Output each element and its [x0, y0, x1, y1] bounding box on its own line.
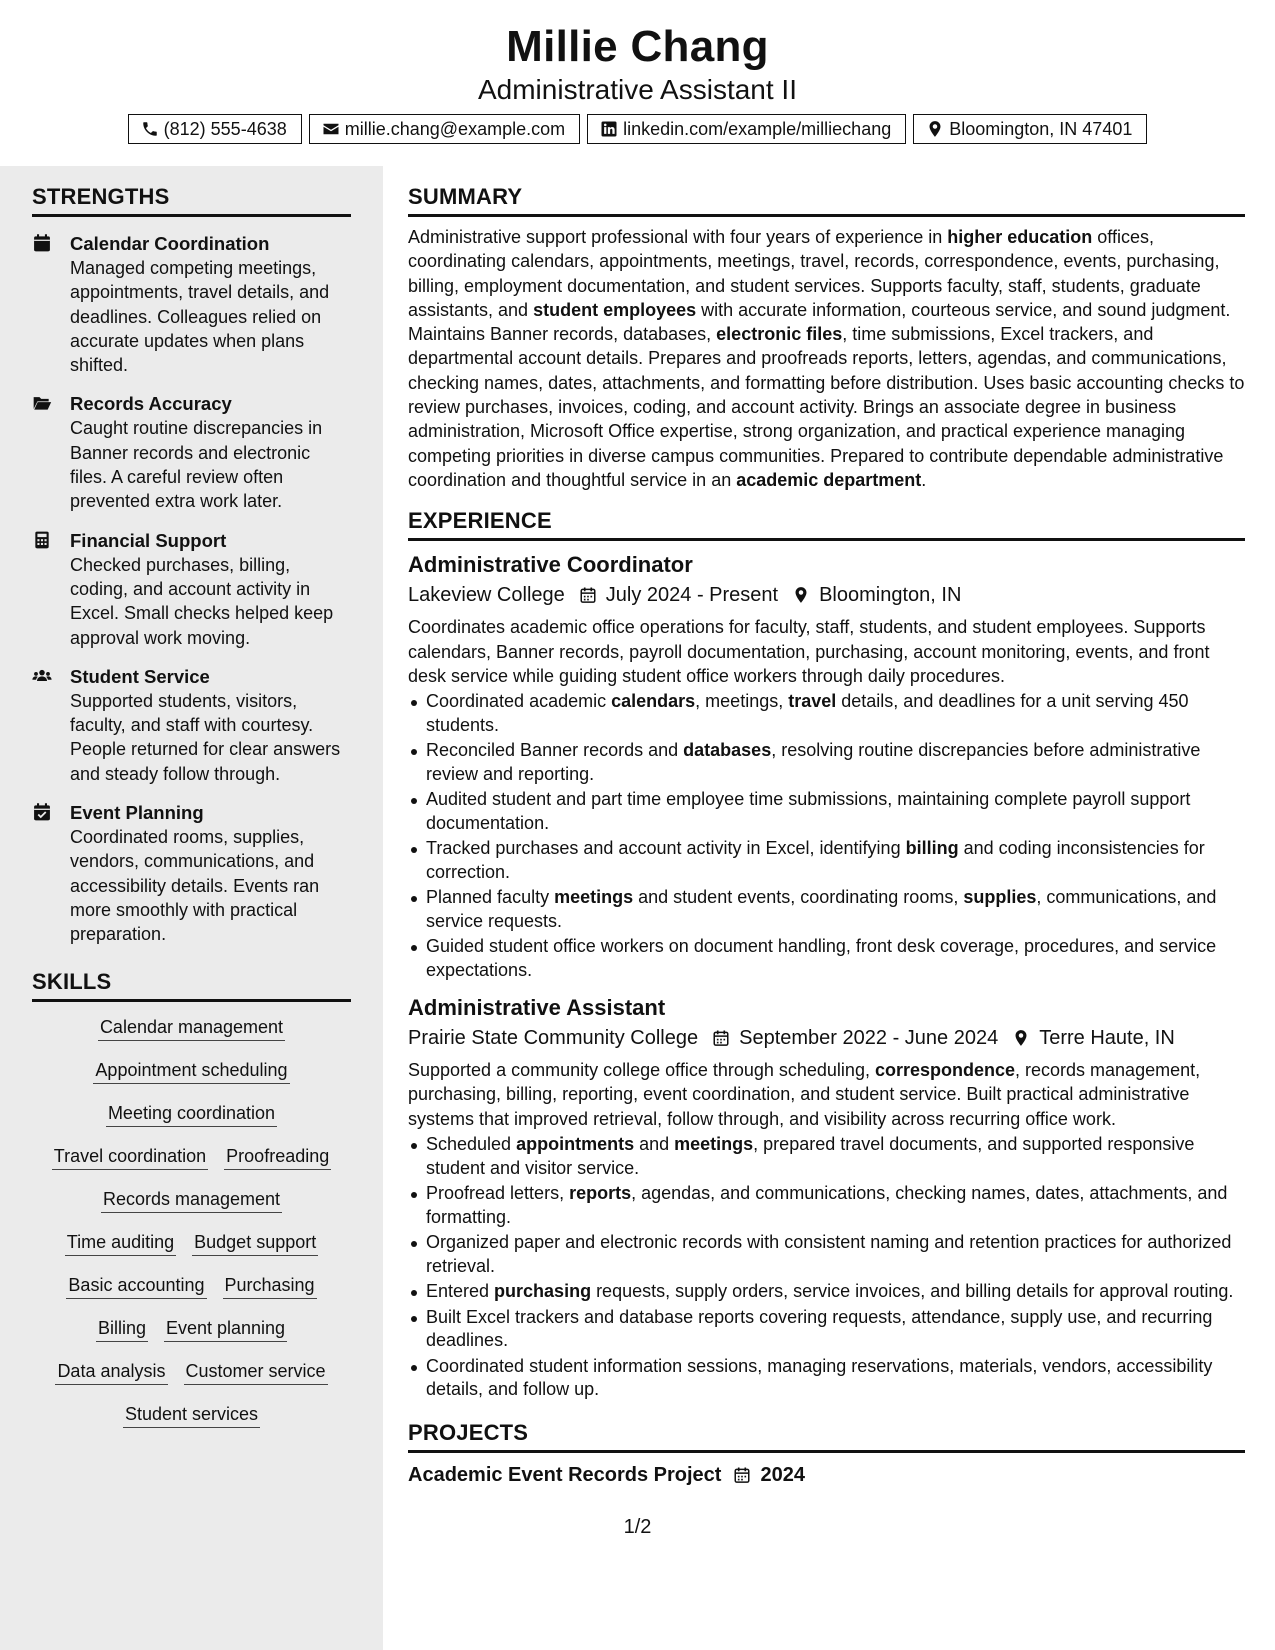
- contact-email[interactable]: [309, 114, 580, 144]
- strength-item: [32, 391, 351, 513]
- skill-tag: Travel coordination: [52, 1145, 208, 1170]
- job-description: [408, 1058, 1245, 1131]
- text-segment: Entered: [426, 1281, 495, 1302]
- calendar-check-icon: [32, 802, 52, 822]
- candidate-name: Millie Chang: [506, 22, 769, 71]
- strength-title: Student Service: [70, 665, 210, 687]
- bullet-item: [408, 1231, 1245, 1278]
- contact-location[interactable]: [913, 114, 1147, 144]
- skill-row: [52, 1145, 332, 1170]
- job-meta: [408, 581, 1245, 609]
- bullet-item: [408, 739, 1245, 786]
- skill-tag: Appointment scheduling: [93, 1059, 289, 1084]
- bullet-item: [408, 1306, 1245, 1353]
- text-segment: Guided student office workers on document handling, front desk coverage, procedures, and service expectations.: [426, 936, 1217, 980]
- skill-row: [123, 1403, 260, 1428]
- text-segment: and coding inconsistencies for correction.: [426, 838, 1205, 882]
- text-segment: , agendas, and communications, checking names, dates, attachments, and formatting.: [426, 1183, 1228, 1227]
- skill-tag: Event planning: [164, 1317, 287, 1342]
- job-bullets: [408, 690, 1245, 982]
- job-entry: [408, 551, 1245, 982]
- skill-row: [65, 1231, 318, 1256]
- linkedin-icon: [600, 120, 618, 138]
- bold-keyword: meetings: [674, 1134, 754, 1155]
- main-content: [383, 166, 1275, 1650]
- skills-heading: SKILLS: [32, 969, 351, 1002]
- folder-open-icon: [32, 393, 52, 413]
- text-segment: Coordinated student information sessions, managing reservations, materials, vendors, accessibility details, and follow up.: [426, 1355, 1213, 1400]
- skill-tag: Proofreading: [224, 1145, 331, 1170]
- calendar-icon: [733, 1466, 751, 1484]
- text-segment: , resolving routine discrepancies before administrative review and reporting.: [426, 740, 1201, 784]
- bold-keyword: electronic files: [716, 324, 843, 345]
- skill-row: [98, 1016, 285, 1041]
- text-segment: requests, supply orders, service invoices, and billing details for approval routing.: [591, 1281, 1234, 1302]
- skill-tag: Records management: [101, 1188, 282, 1213]
- phone-text: (812) 555-4638: [163, 118, 287, 139]
- bold-keyword: billing: [905, 838, 959, 859]
- strength-desc: Supported students, visitors, faculty, and staff with courtesy. People returned for clear answers and steady follow through.: [70, 690, 341, 784]
- calendar-icon: [712, 1029, 730, 1047]
- text-segment: and student events, coordinating rooms,: [633, 887, 964, 908]
- resume-header: [0, 0, 1275, 166]
- map-pin-icon: [1012, 1029, 1030, 1047]
- contact-linkedin[interactable]: [587, 114, 906, 144]
- projects-section: [408, 1420, 1245, 1489]
- bold-keyword: student employees: [533, 299, 697, 320]
- job-meta: [408, 1024, 1245, 1052]
- map-pin-icon: [792, 586, 810, 604]
- job-dates: September 2022 - June 2024: [739, 1027, 999, 1050]
- project-year: 2024: [760, 1463, 805, 1486]
- bold-keyword: correspondence: [874, 1060, 1016, 1081]
- text-segment: Administrative support professional with four years of experience in: [408, 227, 948, 247]
- skill-tag: Calendar management: [98, 1016, 285, 1041]
- job-dates: July 2024 - Present: [605, 584, 779, 607]
- calendar-icon: [32, 233, 52, 253]
- strength-item: [32, 528, 351, 650]
- contact-phone[interactable]: [128, 114, 302, 144]
- candidate-title: Administrative Assistant II: [477, 74, 797, 105]
- page-number-text: 1/2: [623, 1516, 652, 1538]
- strength-item: [32, 800, 351, 946]
- skill-row: [66, 1274, 316, 1299]
- text-segment: , communications, and service requests.: [426, 887, 1217, 931]
- text-segment: , records management, purchasing, billing, reporting, event coordination, and student service. Built practical administrative systems that improved retrieval, follow through, and visibility across recurring office work.: [408, 1060, 1201, 1129]
- strength-title: Records Accuracy: [70, 393, 232, 415]
- experience-heading: EXPERIENCE: [408, 508, 1245, 541]
- skill-row: [96, 1317, 287, 1342]
- job-org: Prairie State Community College: [408, 1027, 699, 1050]
- strength-title: Calendar Coordination: [70, 233, 270, 254]
- job-entry: [408, 994, 1245, 1401]
- page-number: [0, 1516, 1275, 1539]
- contact-bar: [0, 114, 1275, 144]
- bold-keyword: supplies: [963, 887, 1037, 908]
- strength-desc: Coordinated rooms, supplies, vendors, communications, and accessibility details. Events ran more smoothly with practical preparation.: [70, 827, 320, 945]
- bullet-item: [408, 690, 1245, 737]
- skill-tag: Budget support: [192, 1231, 318, 1256]
- project-name: Academic Event Records Project: [408, 1463, 722, 1486]
- text-segment: Coordinates academic office operations for faculty, staff, students, and student employees. Supports calendars, Banner records, payroll documentation, purchasing, account monitoring, events, and front desk service while guiding student office workers through daily procedures.: [408, 617, 1210, 686]
- bold-keyword: purchasing: [494, 1281, 592, 1302]
- text-segment: and: [634, 1134, 675, 1155]
- text-segment: Supported a community college office through scheduling,: [408, 1060, 875, 1081]
- bold-keyword: reports: [569, 1183, 632, 1204]
- skill-tag: Time auditing: [65, 1231, 176, 1256]
- text-segment: Reconciled Banner records and: [426, 740, 684, 761]
- text-segment: offices, coordinating calendars, appointments, meetings, travel, records, correspondence, events, purchasing, billing, employment documentation, and student services. Supports faculty, staff, students, graduate assistants, and: [408, 227, 1220, 320]
- summary-text: [408, 225, 1245, 492]
- text-segment: Tracked purchases and account activity in Excel, identifying: [426, 838, 906, 859]
- email-text: millie.chang@example.com: [344, 118, 566, 139]
- strength-desc: Caught routine discrepancies in Banner records and electronic files. A careful review often prevented extra work later.: [70, 418, 323, 512]
- job-title: Administrative Coordinator: [408, 552, 693, 578]
- bullet-item: [408, 886, 1245, 933]
- project-entry: [408, 1461, 1245, 1489]
- location-text: Bloomington, IN 47401: [949, 118, 1133, 139]
- job-title: Administrative Assistant: [408, 995, 666, 1021]
- job-location: Bloomington, IN: [819, 584, 962, 607]
- strength-item: [32, 664, 351, 786]
- strength-desc: Managed competing meetings, appointments, travel details, and deadlines. Colleagues relied on accurate updates when plans shifted.: [70, 258, 330, 376]
- bullet-item: [408, 935, 1245, 982]
- skill-tag: Student services: [123, 1403, 260, 1428]
- strength-title: Event Planning: [70, 802, 204, 824]
- skill-tag: Data analysis: [55, 1360, 167, 1385]
- skill-tag: Basic accounting: [66, 1274, 206, 1299]
- bold-keyword: meetings: [554, 887, 634, 908]
- bullet-item: [408, 1355, 1245, 1402]
- text-segment: details, and deadlines for a unit serving 450 students.: [426, 691, 1189, 735]
- skill-tag: Purchasing: [223, 1274, 317, 1299]
- map-pin-icon: [926, 120, 944, 138]
- skill-row: [101, 1188, 282, 1213]
- bold-keyword: travel: [788, 691, 837, 712]
- bullet-item: [408, 788, 1245, 835]
- skills-list: [32, 1016, 351, 1428]
- strength-item: [32, 231, 351, 377]
- text-segment: Planned faculty: [426, 887, 555, 908]
- text-segment: , meetings,: [695, 691, 789, 712]
- skill-tag: Billing: [96, 1317, 148, 1342]
- bullet-item: [408, 837, 1245, 884]
- strength-title: Financial Support: [70, 529, 227, 551]
- job-location: Terre Haute, IN: [1039, 1027, 1175, 1050]
- sidebar: [0, 166, 383, 1650]
- text-segment: Proofread letters,: [426, 1183, 570, 1204]
- skill-tag: Meeting coordination: [106, 1102, 277, 1127]
- bullet-item: [408, 1182, 1245, 1229]
- users-icon: [32, 666, 52, 686]
- text-segment: .: [921, 469, 927, 490]
- bullet-item: [408, 1133, 1245, 1180]
- strengths-list: [32, 231, 351, 947]
- bold-keyword: databases: [683, 740, 772, 761]
- text-segment: , time submissions, Excel trackers, and departmental account details. Prepares and proofreads reports, letters, agendas, and communications, checking names, dates, attachments, and formatting before distribution. Uses basic accounting checks to review purchases, invoices, coding, and account activity. Brings an associate degree in business administration, Microsoft Office expertise, strong organization, and practical experience managing competing priorities in diverse campus communities. Prepared to contribute dependable administrative coordination and thoughtful service in an: [408, 324, 1245, 490]
- text-segment: Coordinated academic: [426, 691, 612, 712]
- calculator-icon: [32, 530, 52, 550]
- strength-desc: Checked purchases, billing, coding, and account activity in Excel. Small checks helped keep approval work moving.: [70, 554, 334, 648]
- experience-section: [408, 508, 1245, 1401]
- text-segment: Audited student and part time employee time submissions, maintaining complete payroll support documentation.: [426, 789, 1191, 833]
- job-bullets: [408, 1133, 1245, 1402]
- job-org: Lakeview College: [408, 584, 565, 607]
- bold-keyword: calendars: [611, 691, 696, 712]
- linkedin-text: linkedin.com/example/milliechang: [623, 118, 892, 139]
- summary-heading: SUMMARY: [408, 184, 1245, 217]
- skill-row: [93, 1059, 289, 1084]
- skill-row: [55, 1360, 327, 1385]
- skill-row: [106, 1102, 277, 1127]
- skill-tag: Customer service: [184, 1360, 328, 1385]
- calendar-icon: [579, 586, 597, 604]
- text-segment: Built Excel trackers and database reports covering requests, attendance, supply use, and recurring deadlines.: [426, 1306, 1213, 1351]
- strengths-heading: STRENGTHS: [32, 184, 351, 217]
- bold-keyword: appointments: [516, 1134, 635, 1155]
- bold-keyword: higher education: [947, 227, 1093, 247]
- bullet-item: [408, 1280, 1245, 1304]
- projects-heading: PROJECTS: [408, 1420, 1245, 1453]
- text-segment: Organized paper and electronic records with consistent naming and retention practices for authorized retrieval.: [426, 1232, 1232, 1276]
- text-segment: with accurate information, courteous service, and sound judgment. Maintains Banner records, databases,: [408, 299, 1231, 345]
- phone-icon: [141, 120, 159, 138]
- text-segment: , prepared travel documents, and supported responsive student and visitor service.: [426, 1134, 1195, 1178]
- text-segment: Scheduled: [426, 1134, 517, 1155]
- bold-keyword: academic department: [736, 469, 922, 490]
- job-description: [408, 615, 1245, 688]
- envelope-icon: [322, 120, 340, 138]
